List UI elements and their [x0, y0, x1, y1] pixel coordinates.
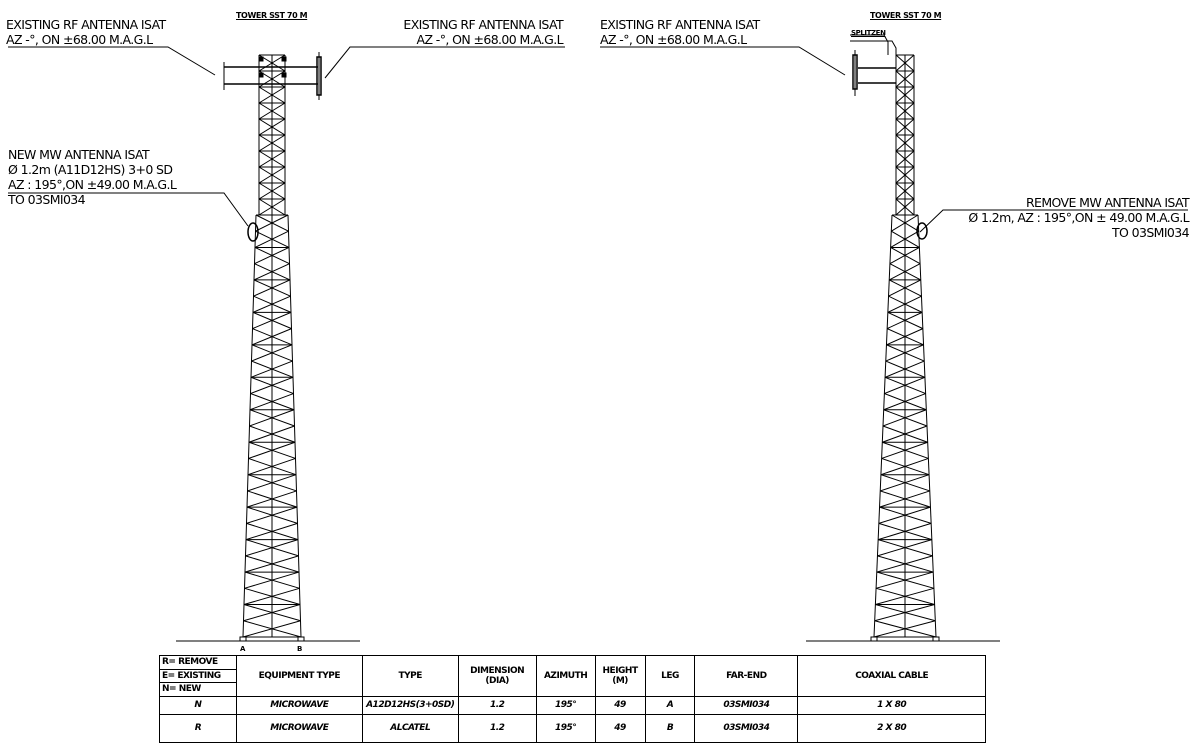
cell-far-end: 03SMI034: [695, 696, 798, 714]
cell-status: N: [160, 696, 237, 714]
header-azimuth: AZIMUTH: [536, 656, 595, 697]
left-tower-structure: [240, 55, 304, 641]
cell-dimension: 1.2: [458, 714, 536, 742]
cell-leg: A: [645, 696, 695, 714]
callout-line: TO 03SMI034: [1111, 225, 1189, 240]
cell-equipment-type: MICROWAVE: [236, 696, 362, 714]
callout-line: REMOVE MW ANTENNA ISAT: [1025, 195, 1189, 210]
cell-azimuth: 195°: [536, 714, 595, 742]
callout-line: AZ -°, ON ±68.00 M.A.G.L: [6, 32, 153, 47]
cell-equipment-type: MICROWAVE: [236, 714, 362, 742]
cell-type: A12D12HS(3+0SD): [362, 696, 458, 714]
splitzen-label: SPLITZEN: [851, 29, 886, 37]
legend-remove: R= REMOVE: [160, 656, 236, 670]
cell-azimuth: 195°: [536, 696, 595, 714]
callout-line: Ø 1.2m (A11D12HS) 3+0 SD: [8, 162, 173, 177]
header-dimension: DIMENSION (DIA): [458, 656, 536, 697]
cell-height: 49: [595, 696, 645, 714]
callout-line: Ø 1.2m, AZ : 195°,ON ± 49.00 M.A.G.L: [968, 210, 1189, 225]
right-tower-title: TOWER SST 70 M: [870, 11, 942, 20]
cell-height: 49: [595, 714, 645, 742]
callout-line: AZ : 195°,ON ±49.00 M.A.G.L: [8, 177, 177, 192]
header-leg: LEG: [645, 656, 695, 697]
callout-line: NEW MW ANTENNA ISAT: [8, 147, 150, 162]
left-tower-title: TOWER SST 70 M: [236, 11, 308, 20]
tower-base-plate: [933, 637, 939, 641]
new-mw-callout: [8, 147, 176, 207]
cell-status: R: [160, 714, 237, 742]
header-height: HEIGHT (M): [595, 656, 645, 697]
table-header-row: [160, 656, 986, 697]
leg-b-label: B: [297, 645, 302, 653]
callout-line: AZ -°, ON ±68.00 M.A.G.L: [416, 32, 563, 47]
tower-base-plate: [871, 637, 877, 641]
callout-line: TO 03SMI034: [8, 192, 86, 207]
remove-mw-callout: [940, 195, 1189, 240]
callout-line: EXISTING RF ANTENNA ISAT: [600, 17, 760, 32]
cell-dimension: 1.2: [458, 696, 536, 714]
right-tower-structure: [871, 55, 939, 641]
legend-existing: E= EXISTING: [160, 670, 236, 684]
equipment-table: [159, 655, 986, 743]
header-far-end: FAR-END: [695, 656, 798, 697]
header-type: TYPE: [362, 656, 458, 697]
right-rf-callout: [600, 17, 760, 47]
callout-line: AZ -°, ON ±68.00 M.A.G.L: [600, 32, 747, 47]
cell-leg: B: [645, 714, 695, 742]
tower-base-plate: [298, 637, 304, 641]
tower-base-plate: [240, 637, 246, 641]
leg-a-label: A: [240, 645, 245, 653]
legend-cell: [160, 656, 237, 697]
table-row: [160, 714, 986, 742]
cell-coaxial-cable: 1 X 80: [798, 696, 986, 714]
cell-far-end: 03SMI034: [695, 714, 798, 742]
cell-type: ALCATEL: [362, 714, 458, 742]
header-coaxial-cable: COAXIAL CABLE: [798, 656, 986, 697]
legend-new: N= NEW: [162, 684, 201, 694]
callout-line: EXISTING RF ANTENNA ISAT: [403, 17, 563, 32]
table-row: [160, 696, 986, 714]
left-rf-callout: [6, 17, 166, 47]
cell-coaxial-cable: 2 X 80: [798, 714, 986, 742]
rf-antenna-mount-right: [850, 41, 896, 96]
left-rf-callout-right: [400, 17, 563, 47]
callout-line: EXISTING RF ANTENNA ISAT: [6, 17, 166, 32]
header-equipment-type: EQUIPMENT TYPE: [236, 656, 362, 697]
